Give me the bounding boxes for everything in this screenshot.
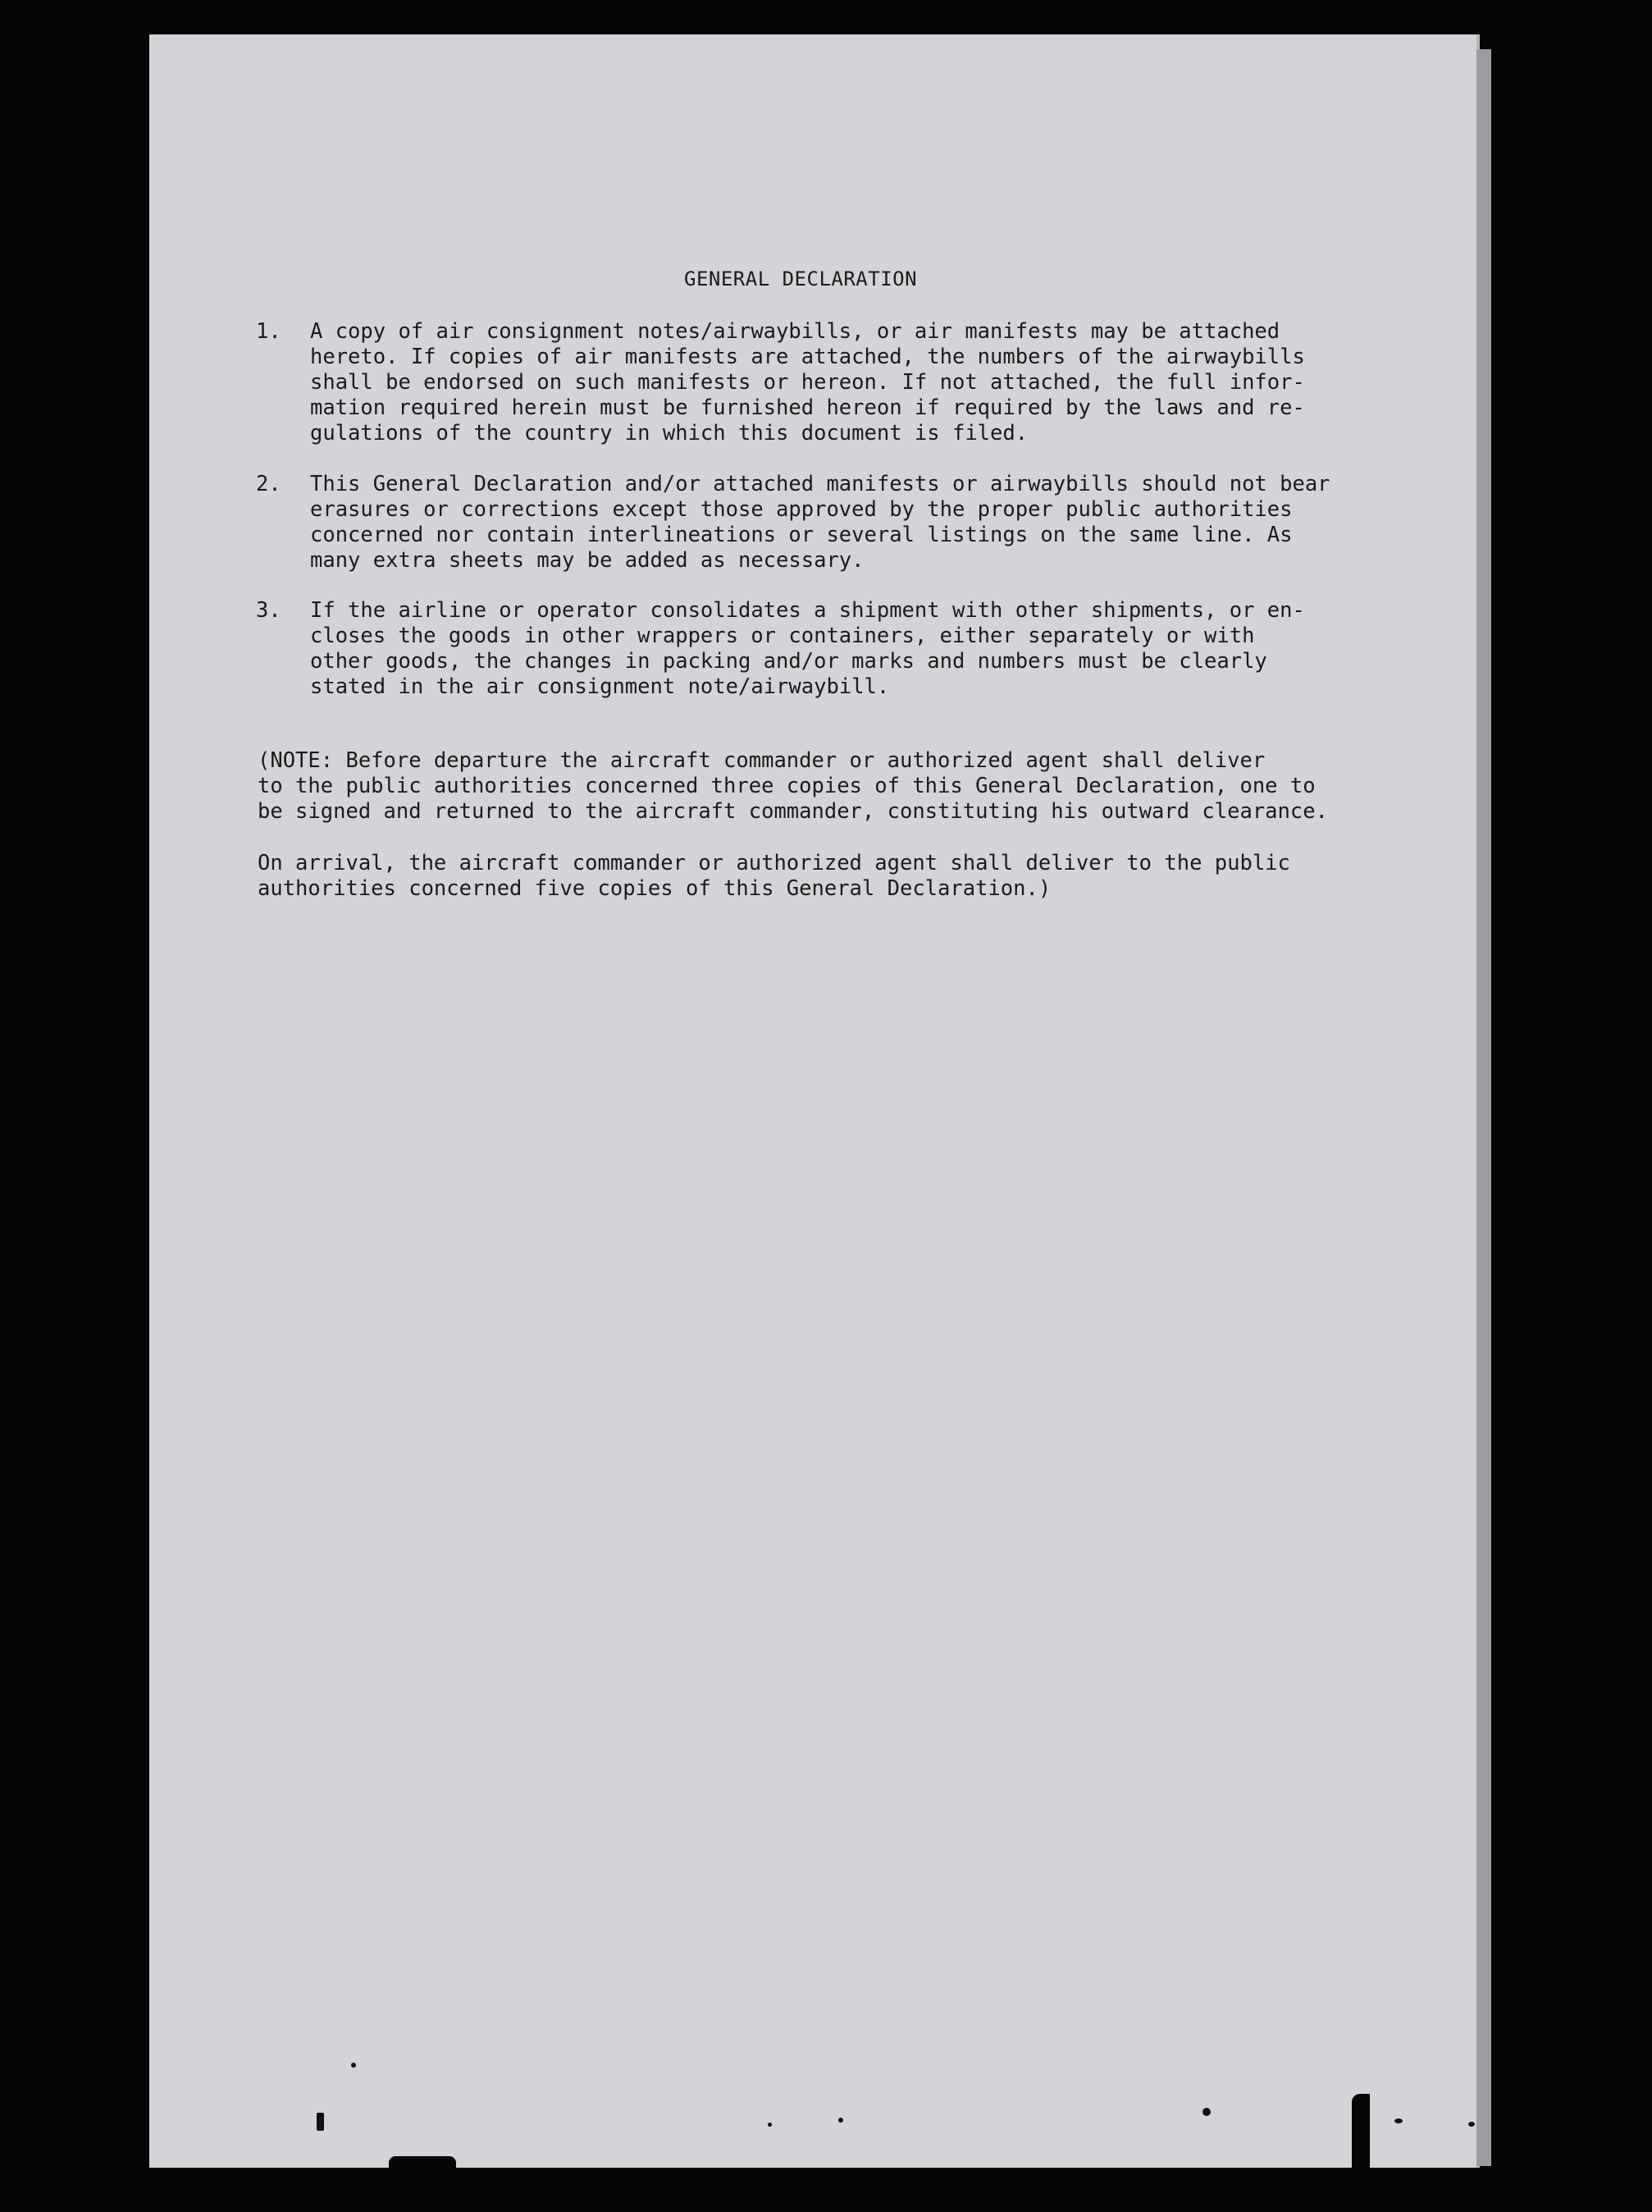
departure-note — [258, 748, 1328, 825]
item-number: 2. — [256, 472, 281, 496]
scan-speck — [1394, 2118, 1403, 2123]
item-text — [310, 319, 1305, 446]
text-line: mation required herein must be furnished hereon if required by the laws and re- — [310, 395, 1305, 420]
text-line: be signed and returned to the aircraft commander, constituting his outward clearance. — [258, 799, 1328, 824]
text-line: A copy of air consignment notes/airwaybills, or air manifests may be attached — [310, 319, 1280, 344]
arrival-note — [258, 851, 1290, 902]
paper-edge — [1476, 49, 1491, 2166]
text-line: closes the goods in other wrappers or containers, either separately or with — [310, 624, 1255, 648]
text-line: This General Declaration and/or attached manifests or airwaybills should not bear — [310, 472, 1330, 496]
text-line: authorities concerned five copies of this General Declaration.) — [258, 876, 1052, 901]
text-line: gulations of the country in which this document is filed. — [310, 421, 1029, 446]
item-text — [310, 472, 1330, 574]
torn-edge — [389, 2156, 456, 2173]
item-text — [310, 598, 1305, 700]
text-line: other goods, the changes in packing and/or marks and numbers must be clearly — [310, 649, 1267, 674]
scan-speck — [1202, 2108, 1211, 2116]
scan-speck — [1468, 2122, 1475, 2127]
text-line: erasures or corrections except those approved by the proper public authorities — [310, 497, 1293, 522]
text-line: On arrival, the aircraft commander or authorized agent shall deliver to the public — [258, 851, 1290, 875]
text-line: to the public authorities concerned three copies of this General Declaration, one to — [258, 774, 1316, 798]
scan-speck — [768, 2123, 772, 2127]
text-line: (NOTE: Before departure the aircraft commander or authorized agent shall deliver — [258, 748, 1266, 773]
text-line: many extra sheets may be added as necessary. — [310, 548, 865, 573]
item-number: 3. — [256, 598, 281, 623]
text-line: stated in the air consignment note/airwaybill. — [310, 674, 890, 699]
text-line: hereto. If copies of air manifests are attached, the numbers of the airwaybills — [310, 345, 1305, 369]
scan-speck — [317, 2113, 324, 2131]
document-title: GENERAL DECLARATION — [684, 267, 918, 290]
item-number: 1. — [256, 319, 281, 344]
text-line: concerned nor contain interlineations or several listings on the same line. As — [310, 523, 1293, 547]
text-line: If the airline or operator consolidates a shipment with other shipments, or en- — [310, 598, 1305, 623]
scan-speck — [351, 2063, 356, 2068]
text-line: shall be endorsed on such manifests or hereon. If not attached, the full infor- — [310, 370, 1305, 395]
scan-speck — [838, 2118, 843, 2123]
torn-edge — [1352, 2094, 1370, 2173]
